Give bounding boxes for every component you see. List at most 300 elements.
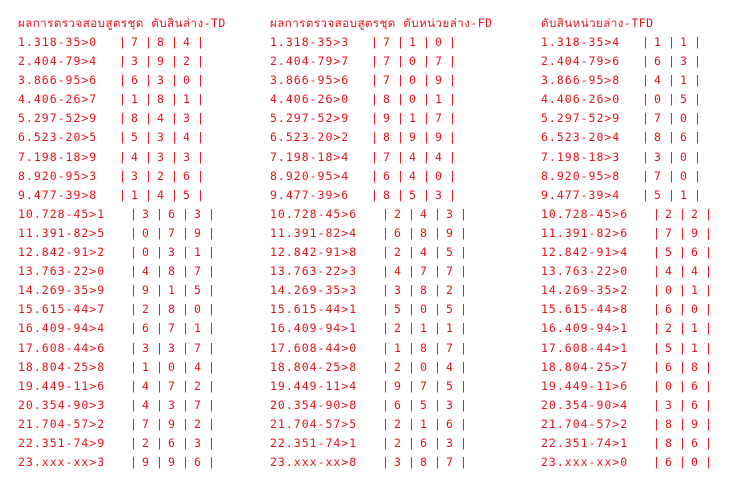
result-row [541,281,713,300]
result-key: 3.866-95>6 [18,73,98,88]
result-digit: | 0 [423,33,449,52]
row-end-divider [694,128,702,147]
result-key: 14.269-35>3 [270,283,358,298]
result-row [541,300,713,319]
result-row [18,52,226,71]
column-td [18,14,226,472]
result-row [541,33,713,52]
row-end-divider [705,300,713,319]
result-key: 11.391-82>6 [541,225,629,240]
result-key: 23.xxx-xx>0 [541,455,629,470]
result-row [18,281,226,300]
result-digit: | 3 [653,396,679,415]
result-key: 17.608-44>6 [18,340,106,355]
result-key: 19.449-11>6 [18,378,106,393]
result-digit: | 8 [156,300,182,319]
result-key: 1.318-35>0 [18,35,98,49]
result-digit: | 7 [371,33,397,52]
result-key: 9.477-39>6 [270,187,350,202]
result-digit: | 4 [397,167,423,186]
result-digit: | 1 [668,71,694,90]
result-row [270,205,493,224]
result-key: 11.391-82>5 [18,225,106,240]
result-row [541,358,713,377]
row-end-divider [694,90,702,109]
result-digit: | 6 [371,167,397,186]
result-digit: | 1 [668,33,694,52]
result-digit: | 8 [642,128,668,147]
result-digit: | 9 [156,453,182,472]
column-header: ผลการตรวจสอบสูตรชุด ตับสินล่าง-TD [18,16,226,30]
result-digit: | 3 [642,148,668,167]
result-key: 10.728-45>6 [541,206,629,221]
result-digit: | 0 [397,90,423,109]
row-end-divider [449,33,457,52]
result-digit: | 9 [397,128,423,147]
result-digit: | 7 [371,52,397,71]
row-end-divider [449,167,457,186]
result-digit: | 6 [130,319,156,338]
result-digit: | 0 [679,453,705,472]
result-digit: | 7 [423,109,449,128]
result-digit: | 7 [182,339,208,358]
result-digit: | 0 [171,71,197,90]
result-digit: | 6 [679,243,705,262]
result-digit: | 8 [119,109,145,128]
result-digit: | 6 [679,434,705,453]
result-row [18,262,226,281]
result-digit: | 7 [130,415,156,434]
result-digit: | 8 [408,339,434,358]
row-end-divider [694,71,702,90]
result-digit: | 7 [119,33,145,52]
row-end-divider [449,71,457,90]
result-digit: | 7 [408,262,434,281]
row-end-divider [197,148,205,167]
result-row [18,243,226,262]
result-row [270,262,493,281]
result-digit: | 4 [171,128,197,147]
result-key: 5.297-52>9 [270,111,350,126]
row-end-divider [197,128,205,147]
result-row [270,224,493,243]
result-digit: | 7 [434,262,460,281]
result-digit: | 3 [171,109,197,128]
row-end-divider [705,319,713,338]
row-end-divider [208,396,216,415]
result-digit: | 3 [130,339,156,358]
row-end-divider [197,186,205,205]
result-digit: | 3 [382,453,408,472]
result-row [18,90,226,109]
result-digit: | 4 [408,205,434,224]
row-end-divider [705,339,713,358]
result-digit: | 0 [408,358,434,377]
result-row [270,339,493,358]
result-key: 15.615-44>1 [270,302,358,317]
result-digit: | 0 [668,148,694,167]
row-end-divider [449,186,457,205]
row-end-divider [705,224,713,243]
row-end-divider [705,453,713,472]
result-key: 9.477-39>8 [18,187,98,202]
row-end-divider [449,128,457,147]
result-digit: | 3 [182,205,208,224]
result-row [18,377,226,396]
result-row [270,109,493,128]
result-digit: | 0 [408,300,434,319]
result-digit: | 4 [408,243,434,262]
result-digit: | 8 [371,186,397,205]
result-digit: | 6 [382,396,408,415]
result-key: 22.351-74>1 [270,435,358,450]
result-row [270,281,493,300]
result-digit: | 7 [371,148,397,167]
result-key: 6.523-20>2 [270,130,350,145]
result-row [270,186,493,205]
result-key: 15.615-44>8 [541,302,629,317]
result-digit: | 1 [397,33,423,52]
result-digit: | 9 [145,52,171,71]
result-digit: | 2 [382,415,408,434]
result-key: 6.523-20>4 [541,130,621,145]
result-digit: | 7 [182,396,208,415]
row-end-divider [208,319,216,338]
result-key: 16.409-94>1 [270,321,358,336]
result-key: 20.354-90>3 [18,397,106,412]
result-digit: | 2 [145,167,171,186]
result-digit: | 3 [145,148,171,167]
result-digit: | 9 [679,415,705,434]
result-row [18,339,226,358]
row-end-divider [197,33,205,52]
result-row [541,453,713,472]
result-key: 18.804-25>7 [541,359,629,374]
result-digit: | 6 [156,205,182,224]
result-digit: | 2 [382,358,408,377]
result-key: 15.615-44>7 [18,302,106,317]
result-digit: | 3 [130,205,156,224]
row-end-divider [705,415,713,434]
result-digit: | 4 [171,33,197,52]
result-digit: | 1 [679,281,705,300]
result-key: 16.409-94>1 [541,321,629,336]
result-digit: | 7 [408,377,434,396]
row-end-divider [208,205,216,224]
column-header: ผลการตรวจสอบสูตรชุด ตับหน่วยล่าง-FD [270,16,493,30]
result-digit: | 0 [668,109,694,128]
result-digit: | 7 [156,377,182,396]
result-row [541,415,713,434]
result-digit: | 7 [156,319,182,338]
result-digit: | 2 [653,205,679,224]
result-row [270,434,493,453]
result-digit: | 6 [679,396,705,415]
result-digit: | 6 [653,300,679,319]
result-key: 13.763-22>3 [270,264,358,279]
row-end-divider [208,453,216,472]
result-digit: | 7 [423,52,449,71]
result-digit: | 6 [156,434,182,453]
result-row [270,52,493,71]
result-digit: | 4 [130,396,156,415]
result-key: 22.351-74>1 [541,435,629,450]
result-digit: | 0 [668,167,694,186]
result-digit: | 0 [156,358,182,377]
row-end-divider [460,243,468,262]
result-digit: | 4 [679,262,705,281]
result-digit: | 5 [119,128,145,147]
result-digit: | 3 [668,52,694,71]
row-end-divider [460,224,468,243]
result-row [541,205,713,224]
result-digit: | 6 [642,52,668,71]
result-key: 2.404-79>4 [18,54,98,69]
result-digit: | 3 [119,52,145,71]
result-row [270,453,493,472]
row-end-divider [449,90,457,109]
result-digit: | 5 [182,281,208,300]
result-digit: | 1 [408,319,434,338]
result-digit: | 6 [653,358,679,377]
result-row [541,243,713,262]
result-digit: | 3 [119,167,145,186]
result-digit: | 7 [182,262,208,281]
result-key: 10.728-45>1 [18,206,106,221]
result-key: 7.198-18>3 [541,149,621,164]
result-key: 19.449-11>6 [541,378,629,393]
result-key: 19.449-11>4 [270,378,358,393]
result-digit: | 2 [382,243,408,262]
row-end-divider [460,415,468,434]
result-key: 14.269-35>2 [541,283,629,298]
result-digit: | 8 [653,415,679,434]
column-header: ตับสินหน่วยล่าง-TFD [541,16,654,30]
result-digit: | 6 [382,224,408,243]
result-digit: | 4 [145,186,171,205]
result-digit: | 5 [382,300,408,319]
result-key: 21.704-57>5 [270,416,358,431]
result-digit: | 3 [434,396,460,415]
result-digit: | 0 [397,71,423,90]
result-digit: | 8 [145,90,171,109]
result-row [541,109,713,128]
result-digit: | 9 [130,453,156,472]
result-key: 3.866-95>6 [270,73,350,88]
result-digit: | 2 [382,319,408,338]
result-digit: | 3 [171,148,197,167]
row-end-divider [460,453,468,472]
result-row [541,224,713,243]
result-row [18,434,226,453]
result-digit: | 8 [679,358,705,377]
row-end-divider [197,71,205,90]
result-digit: | 9 [382,377,408,396]
row-end-divider [208,224,216,243]
row-end-divider [694,33,702,52]
result-row [541,167,713,186]
result-key: 4.406-26>7 [18,92,98,107]
result-digit: | 5 [642,186,668,205]
result-digit: | 3 [145,71,171,90]
result-row [270,128,493,147]
result-key: 21.704-57>2 [541,416,629,431]
result-key: 12.842-91>2 [18,245,106,260]
result-digit: | 0 [182,300,208,319]
result-row [270,90,493,109]
result-key: 20.354-90>4 [541,397,629,412]
result-digit: | 1 [171,90,197,109]
result-digit: | 6 [182,453,208,472]
result-key: 5.297-52>9 [541,111,621,126]
result-digit: | 4 [653,262,679,281]
result-digit: | 5 [434,243,460,262]
result-digit: | 6 [171,167,197,186]
result-row [18,167,226,186]
result-digit: | 5 [408,396,434,415]
result-digit: | 6 [434,415,460,434]
result-digit: | 3 [156,243,182,262]
result-list [270,33,493,472]
result-digit: | 3 [156,339,182,358]
result-row [541,148,713,167]
row-end-divider [460,339,468,358]
result-row [18,319,226,338]
result-digit: | 2 [382,434,408,453]
result-digit: | 2 [679,205,705,224]
row-end-divider [694,52,702,71]
result-row [18,358,226,377]
result-digit: | 8 [145,33,171,52]
result-digit: | 1 [397,109,423,128]
result-digit: | 9 [423,71,449,90]
row-end-divider [197,109,205,128]
result-row [18,205,226,224]
result-digit: | 6 [668,128,694,147]
row-end-divider [460,319,468,338]
result-digit: | 6 [408,434,434,453]
result-digit: | 0 [679,300,705,319]
result-digit: | 0 [653,281,679,300]
result-digit: | 7 [642,109,668,128]
result-digit: | 3 [182,434,208,453]
row-end-divider [208,377,216,396]
result-key: 22.351-74>9 [18,435,106,450]
result-key: 7.198-18>4 [270,149,350,164]
row-end-divider [208,434,216,453]
result-key: 1.318-35>3 [270,35,350,49]
result-digit: | 4 [130,262,156,281]
result-key: 8.920-95>8 [541,168,621,183]
result-digit: | 3 [145,128,171,147]
result-row [541,90,713,109]
row-end-divider [694,148,702,167]
result-row [18,71,226,90]
result-row [18,33,226,52]
result-row [541,186,713,205]
row-end-divider [705,396,713,415]
result-row [270,415,493,434]
result-digit: | 0 [642,90,668,109]
result-row [270,167,493,186]
result-digit: | 9 [130,281,156,300]
result-digit: | 9 [182,224,208,243]
result-digit: | 5 [653,339,679,358]
result-key: 17.608-44>1 [541,340,629,355]
result-digit: | 4 [434,358,460,377]
row-end-divider [460,262,468,281]
row-end-divider [460,434,468,453]
result-key: 4.406-26>0 [270,92,350,107]
result-key: 18.804-25>8 [18,359,106,374]
result-row [18,415,226,434]
result-digit: | 1 [382,339,408,358]
result-digit: | 7 [653,224,679,243]
result-row [270,71,493,90]
result-row [270,300,493,319]
row-end-divider [705,358,713,377]
row-end-divider [460,281,468,300]
result-row [270,358,493,377]
result-digit: | 2 [434,281,460,300]
result-key: 3.866-95>8 [541,73,621,88]
result-key: 10.728-45>6 [270,206,358,221]
result-row [18,300,226,319]
result-digit: | 1 [423,90,449,109]
result-digit: | 1 [434,319,460,338]
result-digit: | 1 [642,33,668,52]
result-key: 16.409-94>4 [18,321,106,336]
row-end-divider [460,205,468,224]
result-digit: | 5 [653,243,679,262]
result-digit: | 4 [382,262,408,281]
result-digit: | 1 [182,243,208,262]
result-digit: | 7 [642,167,668,186]
result-digit: | 7 [434,453,460,472]
result-digit: | 4 [423,148,449,167]
row-end-divider [449,52,457,71]
row-end-divider [694,186,702,205]
result-digit: | 7 [434,339,460,358]
row-end-divider [208,243,216,262]
result-digit: | 2 [171,52,197,71]
result-digit: | 1 [408,415,434,434]
result-key: 12.842-91>4 [541,245,629,260]
result-key: 9.477-39>4 [541,187,621,202]
result-digit: | 1 [130,358,156,377]
result-row [18,186,226,205]
result-digit: | 8 [408,453,434,472]
result-key: 14.269-35>9 [18,283,106,298]
result-digit: | 1 [119,90,145,109]
result-row [541,319,713,338]
result-row [541,71,713,90]
result-row [18,128,226,147]
result-digit: | 4 [130,377,156,396]
result-key: 6.523-20>5 [18,130,98,145]
result-digit: | 2 [130,434,156,453]
result-digit: | 8 [371,128,397,147]
row-end-divider [460,377,468,396]
result-digit: | 4 [182,358,208,377]
result-digit: | 9 [371,109,397,128]
result-key: 5.297-52>9 [18,111,98,126]
row-end-divider [460,300,468,319]
row-end-divider [208,415,216,434]
result-row [270,33,493,52]
result-row [541,262,713,281]
result-digit: | 2 [182,415,208,434]
